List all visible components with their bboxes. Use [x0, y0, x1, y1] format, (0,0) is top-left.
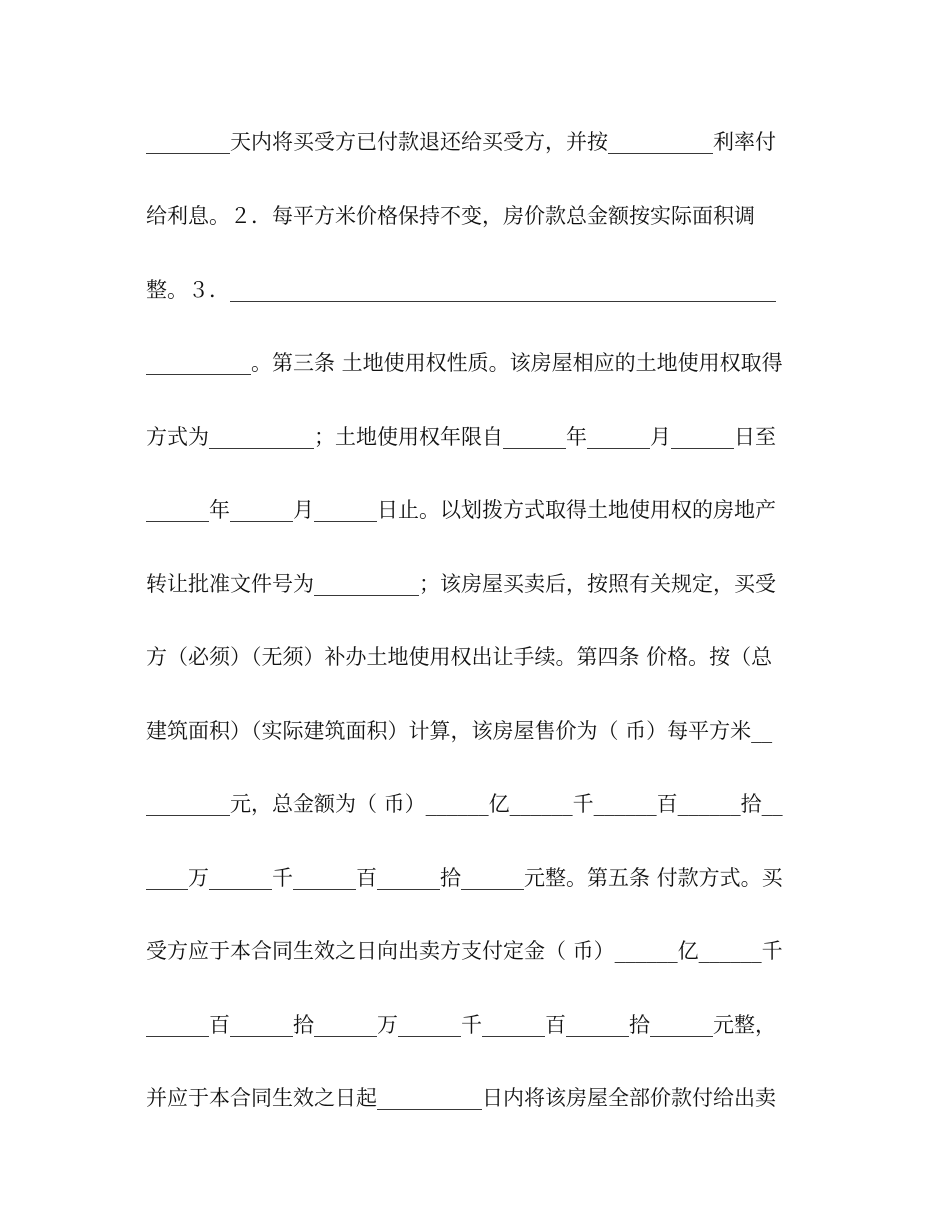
text-line: ________天内将买受方已付款退还给买受方，并按__________利率付: [146, 130, 776, 154]
text-line: ______年______月______日止。以划拨方式取得土地使用权的房地产: [146, 498, 776, 522]
text-line: 并应于本合同生效之日起__________日内将该房屋全部价款付给出卖: [146, 1086, 776, 1110]
text-line: 受方应于本合同生效之日向出卖方支付定金（ 币）______亿______千: [146, 939, 783, 963]
text-line: 给利息。２．每平方米价格保持不变，房价款总金额按实际面积调: [146, 204, 755, 228]
text-line: 方式为__________；土地使用权年限自______年______月______日至: [146, 425, 776, 449]
text-line: 方（必须）（无须）补办土地使用权出让手续。第四条 价格。按（总: [146, 645, 773, 669]
text-line: ________元，总金额为（ 币）______亿______千______百______拾__: [146, 792, 783, 816]
text-line: ______百______拾______万______千______百______拾______元整，: [146, 1013, 776, 1037]
text-line: __________。第三条 土地使用权性质。该房屋相应的土地使用权取得: [146, 351, 783, 375]
text-line: 建筑面积）（实际建筑面积）计算，该房屋售价为（ 币）每平方米__: [146, 719, 773, 743]
text-line: ____万______千______百______拾______元整。第五条 付款方式。买: [146, 866, 783, 890]
text-line: 整。３．____________________________________________________: [146, 278, 776, 302]
text-line: 转让批准文件号为__________；该房屋买卖后，按照有关规定，买受: [146, 572, 776, 596]
